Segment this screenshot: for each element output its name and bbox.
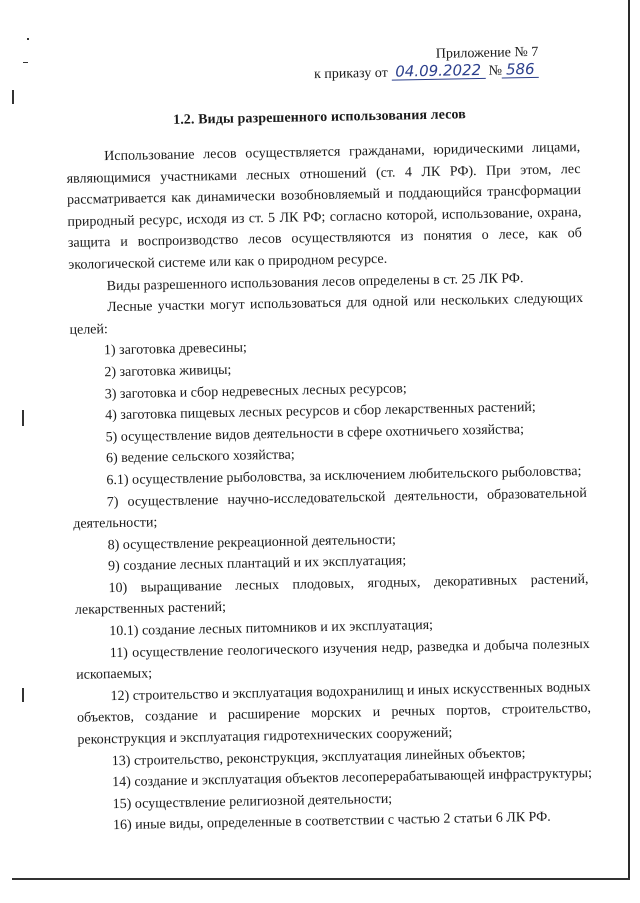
order-prefix: к приказу от bbox=[313, 65, 388, 83]
document-page bbox=[57, 0, 594, 883]
list-item: 9) создание лесных плантаций и их эксплуатация; bbox=[107, 553, 407, 575]
paragraph: Использование лесов осуществляется гражданами, юридическими лицами, являющимися участниками лесных отношений (ст. 4 ЛК РФ). При этом, лес рассматривается как динамически возобновляемый и поддающийся трансформации природный ресурс, исходя из ст. 5 ЛК РФ; согласно которой, использование, охрана, защита и воспроизводство лесов осуществляются из понятия о лесе, как об экологической системе или как о природном ресурсе. bbox=[66, 140, 582, 273]
appendix-block bbox=[314, 44, 539, 84]
list-item: 15) осуществление религиозной деятельности; bbox=[112, 791, 393, 812]
scan-mark bbox=[12, 90, 14, 104]
order-date-handwritten: 04.09.2022 bbox=[391, 63, 485, 81]
scan-edge-right bbox=[628, 0, 630, 880]
list-item: 5) осуществление видов деятельности в сфере охотничьего хозяйства; bbox=[105, 421, 525, 445]
scan-mark bbox=[22, 410, 24, 426]
list-item: 2) заготовка живицы; bbox=[104, 362, 232, 381]
scan-mark bbox=[22, 688, 24, 702]
order-number-prefix: № bbox=[488, 63, 503, 79]
list-item: 13) строительство, реконструкция, эксплуатация линейных объектов; bbox=[111, 745, 526, 769]
list-item: 11) осуществление геологического изучения недр, разведка и добыча полезных ископаемых; bbox=[76, 636, 590, 684]
paragraph: Лесные участки могут использоваться для одной или нескольких следующих целей: bbox=[69, 291, 584, 338]
order-line bbox=[313, 59, 539, 84]
order-number-handwritten: 586 bbox=[502, 62, 539, 79]
section-heading: 1.2. Виды разрешенного использования лесов bbox=[173, 107, 467, 128]
appendix-title: Приложение № 7 bbox=[435, 44, 539, 62]
scan-mark bbox=[23, 62, 28, 63]
list-item: 3) заготовка и сбор недревесных лесных ресурсов; bbox=[104, 380, 407, 402]
list-item: 16) иные виды, определенные в соответствии с частью 2 статьи 6 ЛК РФ. bbox=[112, 810, 551, 834]
list-item: 10.1) создание лесных питомников и их эксплуатация; bbox=[109, 618, 434, 640]
list-item: 12) строительство и эксплуатация водохранилищ и иных искусственных водных объектов, создание и расширение морских и речных портов, строительство, реконструкция и эксплуатация гидротехнических сооружений; bbox=[76, 679, 592, 748]
list-item: 10) выращивание лесных плодовых, ягодных, декоративных растений, лекарственных растений; bbox=[74, 571, 589, 619]
list-item: 8) осуществление рекреационной деятельности; bbox=[107, 532, 396, 553]
scan-mark bbox=[27, 38, 29, 40]
paragraph: Виды разрешенного использования лесов определены в ст. 25 ЛК РФ. bbox=[106, 270, 524, 294]
list-item: 1) заготовка древесины; bbox=[103, 340, 247, 359]
list-item: 14) создание и эксплуатация объектов лесоперерабатывающей инфраструктуры; bbox=[112, 766, 593, 791]
list-item: 6) ведение сельского хозяйства; bbox=[105, 447, 295, 467]
list-item: 7) осуществление научно-исследовательской деятельности, образовательной деятельности; bbox=[73, 485, 587, 532]
list-item: 6.1) осуществление рыболовства, за исключением любительского рыболовства; bbox=[106, 463, 582, 489]
list-item: 4) заготовка пищевых лесных ресурсов и сбор лекарственных растений; bbox=[105, 400, 536, 424]
document-body bbox=[66, 137, 593, 838]
